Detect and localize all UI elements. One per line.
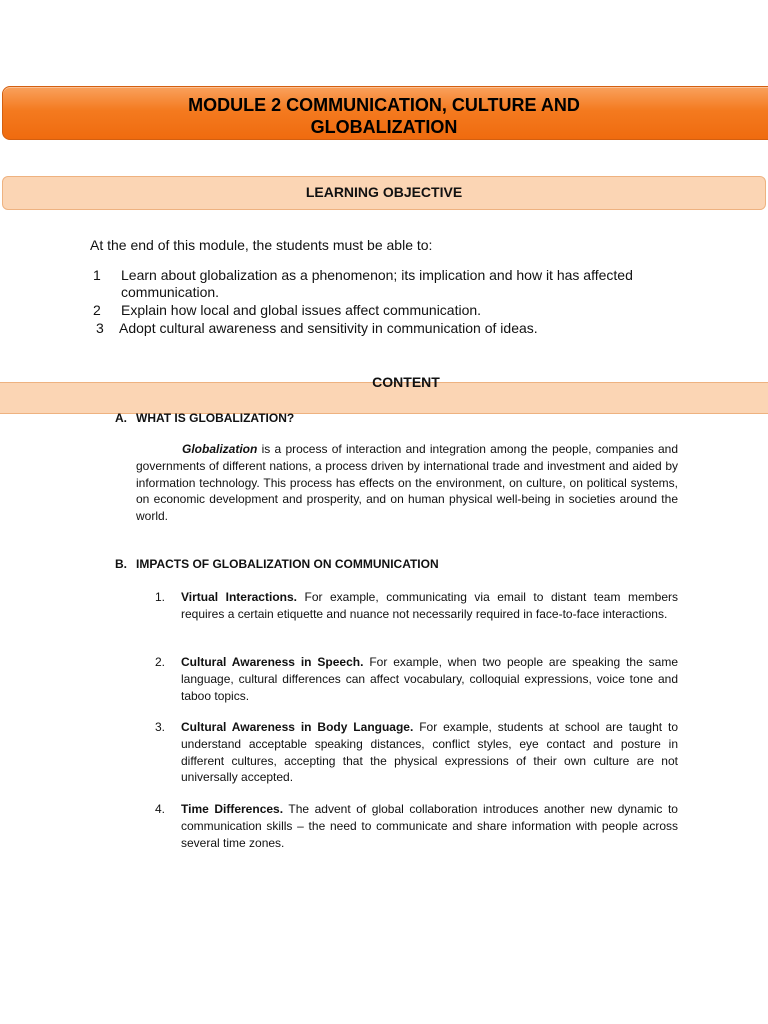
impact-text: The advent of global collaboration introduces another new dynamic to communication skills – the need to communicate and share information with people across several time zones. [181, 802, 678, 850]
impact-body [181, 719, 678, 786]
section-b-letter: B. [115, 557, 127, 571]
impact-text: For example, when two people are speaking the same language, cultural differences can affect vocabulary, colloquial expressions, voice tone and taboo topics. [181, 655, 678, 703]
impact-text: For example, students at school are taught to understand acceptable speaking distances, conflict styles, eye contact and posture in different cultures, accepting that the physical expressions of their own culture are not universally accepted. [181, 720, 679, 785]
impact-title: Time Differences. [181, 802, 284, 816]
objective-text: Explain how local and global issues affect communication. [121, 302, 482, 318]
objective-text: Learn about globalization as a phenomenon; its implication and how it has affected communication. [121, 267, 633, 300]
impact-body [181, 589, 678, 623]
module-title [0, 94, 768, 138]
impact-title: Cultural Awareness in Speech. [181, 655, 364, 669]
impact-body [181, 654, 678, 704]
module-title-line1: MODULE 2 COMMUNICATION, CULTURE AND [188, 95, 580, 115]
globalization-term: Globalization [182, 442, 258, 456]
section-a-letter: A. [115, 411, 127, 425]
objective-number: 2 [93, 302, 101, 318]
section-a-title: WHAT IS GLOBALIZATION? [136, 411, 295, 425]
objective-number: 1 [93, 267, 101, 283]
section-b-title: IMPACTS OF GLOBALIZATION ON COMMUNICATION [136, 557, 439, 571]
module-title-line2: GLOBALIZATION [310, 117, 458, 137]
impact-body [181, 801, 678, 851]
learning-objective-heading: LEARNING OBJECTIVE [305, 184, 463, 200]
impact-title: Cultural Awareness in Body Language. [181, 720, 414, 734]
globalization-definition-text: is a process of interaction and integration among the people, companies and governments of different nations, a process driven by international trade and investment and aided by information technology. This process has effects on the environment, on culture, on political systems, on economic development and prosperity, and on human physical well-being in societies around the world. [136, 442, 678, 524]
globalization-definition [136, 441, 678, 525]
impact-text: For example, communicating via email to distant team members requires a certain etiquette and nuance not necessarily required in face-to-face interactions. [181, 590, 678, 621]
content-heading: CONTENT [372, 374, 440, 390]
impact-number: 1. [155, 590, 166, 604]
impact-number: 3. [155, 720, 166, 734]
impact-number: 4. [155, 802, 166, 816]
objective-number: 3 [96, 320, 104, 336]
objectives-intro: At the end of this module, the students must be able to: [90, 237, 433, 253]
impact-number: 2. [155, 655, 166, 669]
impact-title: Virtual Interactions. [181, 590, 297, 604]
objective-text: Adopt cultural awareness and sensitivity in communication of ideas. [119, 320, 538, 336]
